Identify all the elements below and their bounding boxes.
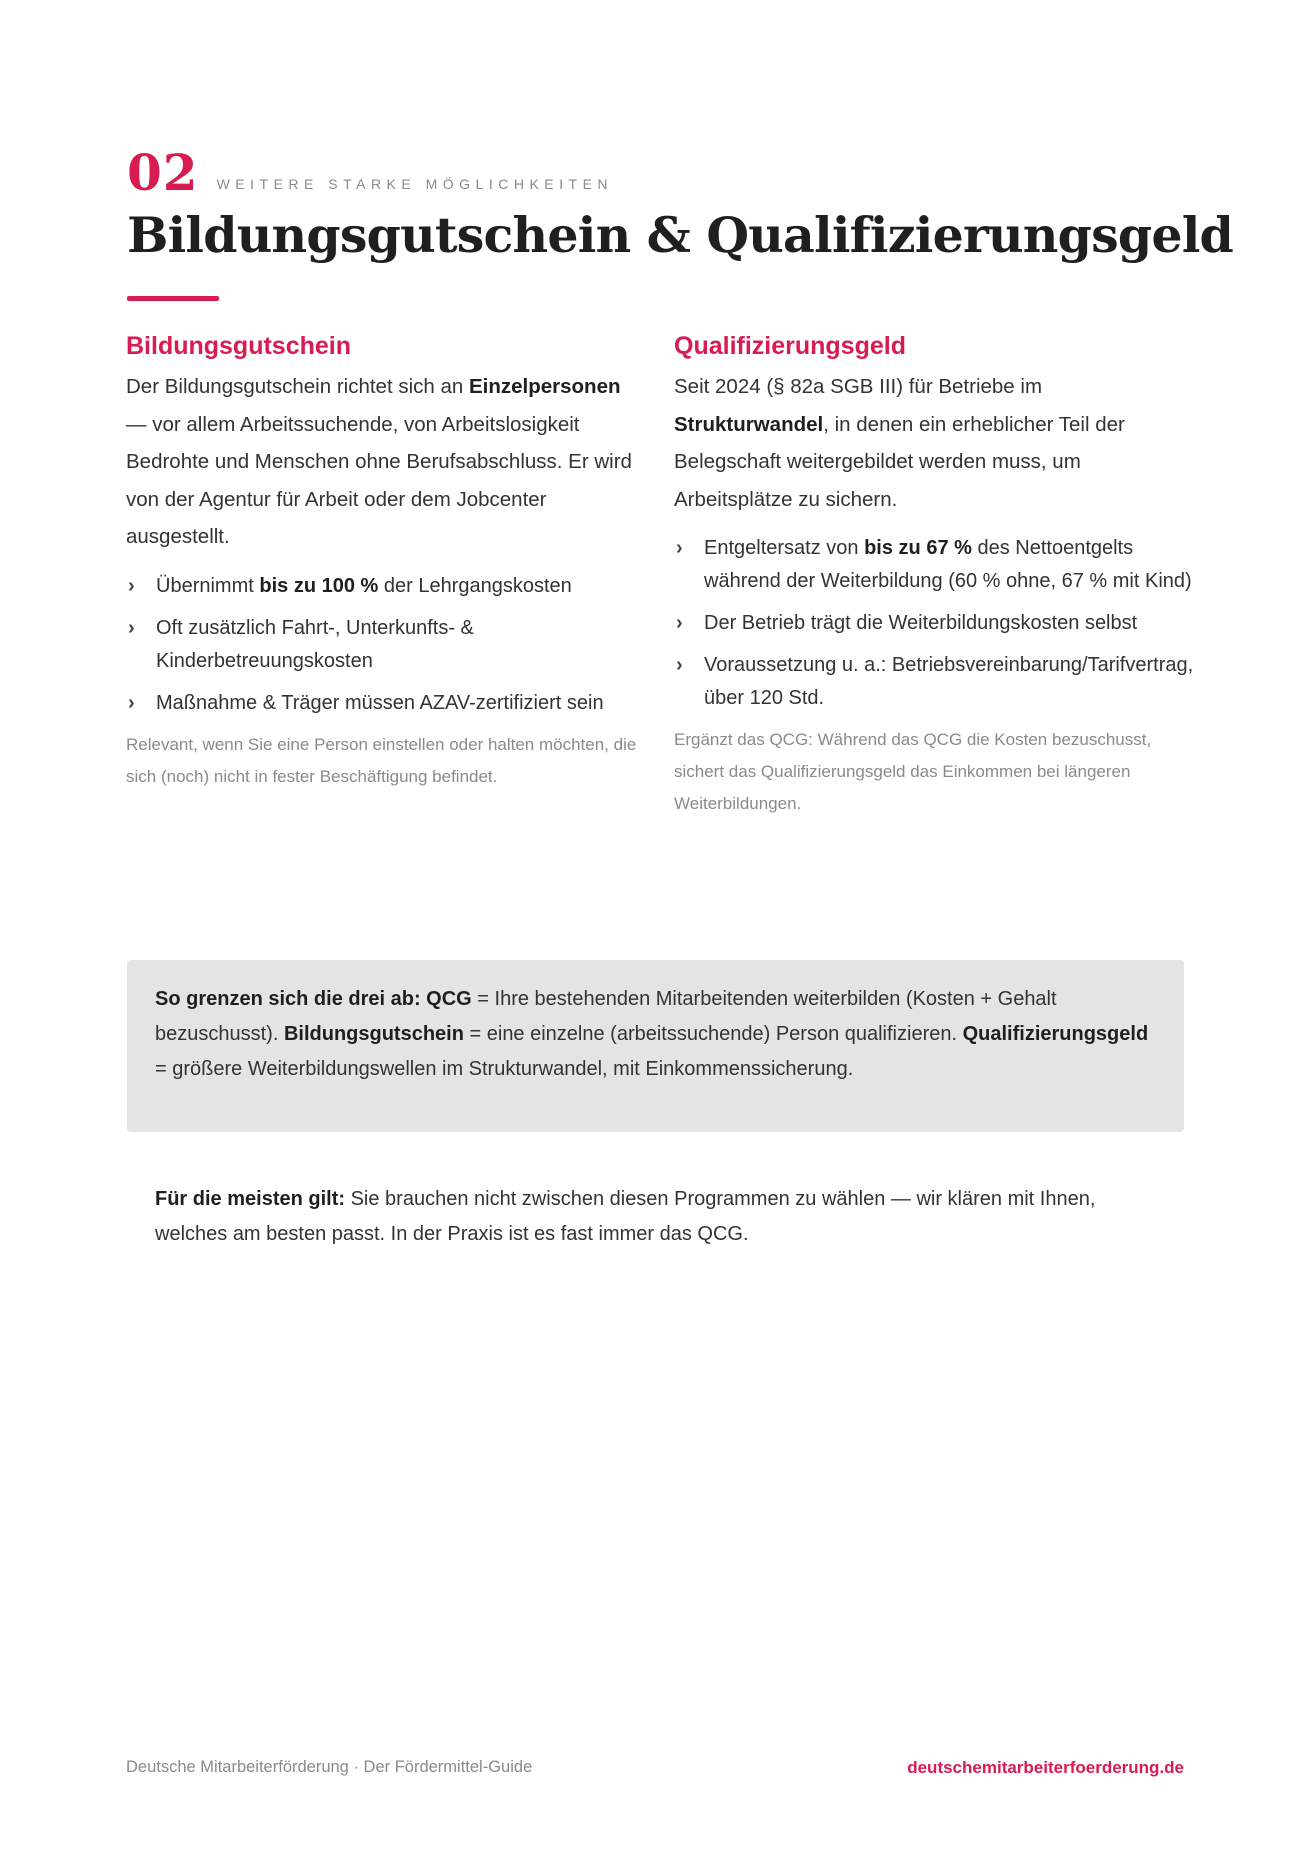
chevron-right-icon: ›	[128, 616, 135, 639]
intro-emphasis: Strukturwandel	[674, 412, 824, 436]
comparison-callout	[127, 960, 1184, 1132]
page-title: Bildungsgutschein & Qualifizierungsgeld	[127, 206, 1233, 264]
list-item	[126, 570, 646, 603]
qualifizierungsgeld-bullets	[674, 532, 1194, 715]
chevron-right-icon: ›	[128, 574, 135, 597]
qualifizierungsgeld-note: Ergänzt das QCG: Während das QCG die Kosten bezuschusst, sichert das Qualifizierungsgeld das Einkommen bei längeren Weiterbildungen.	[674, 730, 1152, 813]
intro-emphasis: Einzelpersonen	[469, 375, 621, 398]
intro-text: , in denen ein erheblicher Teil der Belegschaft weitergebildet werden muss, um Arbeitsplätze zu sichern.	[674, 412, 1125, 511]
bildungsgutschein-column	[126, 330, 646, 793]
callout-text: = Ihre bestehenden Mitarbeitenden weiterbilden (Kosten + Gehalt bezuschusst).	[155, 988, 1057, 1045]
callout-emphasis: Bildungsgutschein	[283, 1023, 464, 1045]
bullet-text: Voraussetzung u. a.: Betriebsvereinbarung/Tarifvertrag, über 120 Std.	[704, 654, 1194, 709]
qualifizierungsgeld-intro	[674, 368, 1194, 518]
bullet-text: Der Betrieb trägt die Weiterbildungskosten selbst	[704, 612, 1138, 634]
footer-website-link[interactable]: deutschemitarbeiterfoerderung.de	[907, 1758, 1184, 1777]
closing-paragraph	[155, 1182, 1165, 1252]
footer-publication: Deutsche Mitarbeiterförderung · Der Fördermittel-Guide	[126, 1758, 533, 1776]
chevron-right-icon: ›	[676, 654, 683, 676]
intro-text: — vor allem Arbeitssuchende, von Arbeitslosigkeit Bedrohte und Menschen ohne Berufsabschluss. Er wird von der Agentur für Arbeit oder dem Jobcenter ausgestellt.	[126, 412, 632, 548]
chevron-right-icon: ›	[676, 537, 683, 559]
bullet-text: Entgeltersatz von	[704, 537, 865, 559]
bullet-emphasis: bis zu 67 %	[864, 537, 972, 559]
bildungsgutschein-heading: Bildungsgutschein	[126, 332, 351, 360]
section-number: 02	[127, 143, 199, 202]
list-item	[674, 532, 1194, 598]
list-item	[126, 687, 646, 720]
qualifizierungsgeld-column	[674, 330, 1194, 820]
bullet-text: des Nettoentgelts während der Weiterbildung (60 % ohne, 67 % mit Kind)	[704, 537, 1192, 592]
list-item	[674, 607, 1194, 640]
callout-emphasis: So grenzen sich die drei ab: QCG	[155, 988, 472, 1010]
bildungsgutschein-note: Relevant, wenn Sie eine Person einstellen oder halten möchten, die sich (noch) nicht in fester Beschäftigung befindet.	[126, 734, 637, 786]
bullet-text: Übernimmt	[156, 574, 260, 597]
chevron-right-icon: ›	[676, 612, 683, 634]
title-accent-rule	[127, 296, 219, 301]
chevron-right-icon: ›	[128, 691, 135, 714]
callout-text: = eine einzelne (arbeitssuchende) Person qualifizieren.	[463, 1023, 963, 1045]
qualifizierungsgeld-heading: Qualifizierungsgeld	[674, 332, 906, 360]
intro-text: Seit 2024 (§ 82a SGB III) für Betriebe im	[674, 375, 1043, 398]
section-kicker: WEITERE STARKE MÖGLICHKEITEN	[216, 176, 614, 192]
bildungsgutschein-bullets	[126, 570, 646, 720]
callout-emphasis: Qualifizierungsgeld	[962, 1023, 1149, 1045]
callout-text: = größere Weiterbildungswellen im Strukturwandel, mit Einkommenssicherung.	[155, 1058, 854, 1080]
intro-text: Der Bildungsgutschein richtet sich an	[126, 375, 469, 398]
closing-lead: Für die meisten gilt:	[155, 1188, 346, 1210]
closing-text: Sie brauchen nicht zwischen diesen Programmen zu wählen — wir klären mit Ihnen, welches am besten passt. In der Praxis ist es fast immer das QCG.	[155, 1188, 1096, 1245]
bullet-text: Oft zusätzlich Fahrt-, Unterkunfts- & Kinderbetreuungskosten	[156, 616, 474, 672]
bildungsgutschein-intro	[126, 368, 646, 556]
comparison-text	[155, 982, 1156, 1087]
bullet-emphasis: bis zu 100 %	[259, 574, 379, 597]
list-item	[674, 649, 1194, 715]
list-item	[126, 612, 646, 678]
bullet-text: Maßnahme & Träger müssen AZAV-zertifiziert sein	[156, 691, 604, 714]
bullet-text: der Lehrgangskosten	[378, 574, 572, 597]
section-header	[127, 143, 614, 202]
